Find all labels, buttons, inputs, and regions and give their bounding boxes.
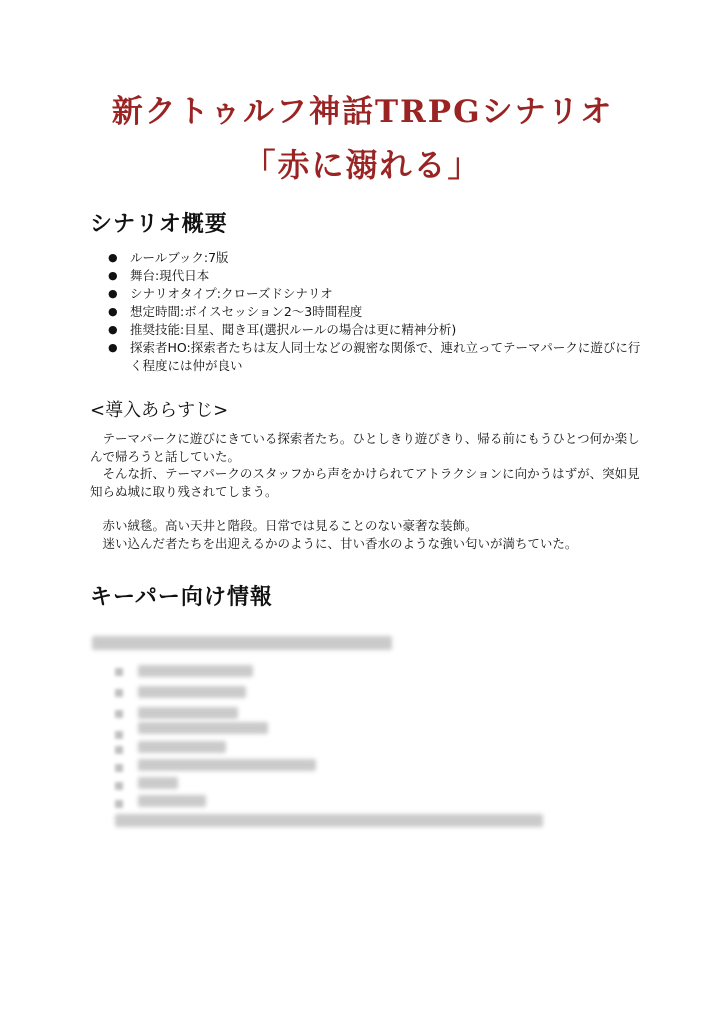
overview-heading: シナリオ概要 xyxy=(90,212,228,237)
overview-item-text: 探索者HO:探索者たちは友人同士などの親密な関係で、連れ立ってテーマパークに遊びに行く程度には仲が良い xyxy=(130,340,641,373)
synopsis-paragraph: テーマパークに遊びにきている探索者たち。ひとしきり遊びきり、帰る前にもうひとつ何か楽しんで帰ろうと話していた。 xyxy=(90,431,640,464)
overview-list xyxy=(108,249,648,375)
overview-item-rulebook xyxy=(108,249,648,267)
overview-item-text: ルールブック:7版 xyxy=(130,250,229,265)
synopsis-body xyxy=(90,430,645,552)
redacted-line xyxy=(138,665,253,677)
scenario-title-line2: 「赤に溺れる」 xyxy=(243,146,482,184)
redacted-line xyxy=(138,722,268,734)
redacted-bullet xyxy=(115,731,123,739)
bullet-icon: ● xyxy=(108,323,118,336)
redacted-bullet xyxy=(115,800,123,808)
keeper-heading: キーパー向け情報 xyxy=(90,585,273,610)
redacted-bullet xyxy=(115,668,123,676)
redacted-line xyxy=(115,814,543,827)
scenario-title-line1: 新クトゥルフ神話TRPGシナリオ xyxy=(111,94,614,130)
bullet-icon: ● xyxy=(108,305,118,318)
overview-item-text: 想定時間:ボイスセッション2〜3時間程度 xyxy=(130,304,363,319)
redacted-line xyxy=(138,741,226,753)
redacted-bullet xyxy=(115,710,123,718)
overview-item-text: 舞台:現代日本 xyxy=(130,268,210,283)
redacted-bullet xyxy=(115,746,123,754)
overview-item-time xyxy=(108,303,648,321)
redacted-bullet xyxy=(115,764,123,772)
overview-item-type xyxy=(108,285,648,303)
overview-item-text: シナリオタイプ:クローズドシナリオ xyxy=(130,286,333,301)
redacted-line xyxy=(138,707,238,719)
synopsis-paragraph: そんな折、テーマパークのスタッフから声をかけられてアトラクションに向かうはずが、突如見知らぬ城に取り残されてしまう。 xyxy=(90,466,640,499)
bullet-icon: ● xyxy=(108,287,118,300)
overview-item-setting xyxy=(108,267,648,285)
redacted-line xyxy=(92,636,392,650)
overview-item-skills xyxy=(108,321,648,339)
bullet-icon: ● xyxy=(108,251,118,264)
overview-item-ho xyxy=(108,339,648,375)
bullet-icon: ● xyxy=(108,341,118,354)
redacted-bullet xyxy=(115,782,123,790)
synopsis-paragraph: 迷い込んだ者たちを出迎えるかのように、甘い香水のような強い匂いが満ちていた。 xyxy=(90,535,578,551)
synopsis-heading: <導入あらすじ> xyxy=(90,400,229,421)
redacted-line xyxy=(138,777,178,789)
redacted-line xyxy=(138,686,246,698)
redacted-line xyxy=(138,759,316,771)
redacted-line xyxy=(138,795,206,807)
bullet-icon: ● xyxy=(108,269,118,282)
synopsis-paragraph: 赤い絨毯。高い天井と階段。日常では見ることのない豪奢な装飾。 xyxy=(90,518,478,533)
overview-item-text: 推奨技能:目星、聞き耳(選択ルールの場合は更に精神分析) xyxy=(130,322,457,337)
redacted-bullet xyxy=(115,689,123,697)
